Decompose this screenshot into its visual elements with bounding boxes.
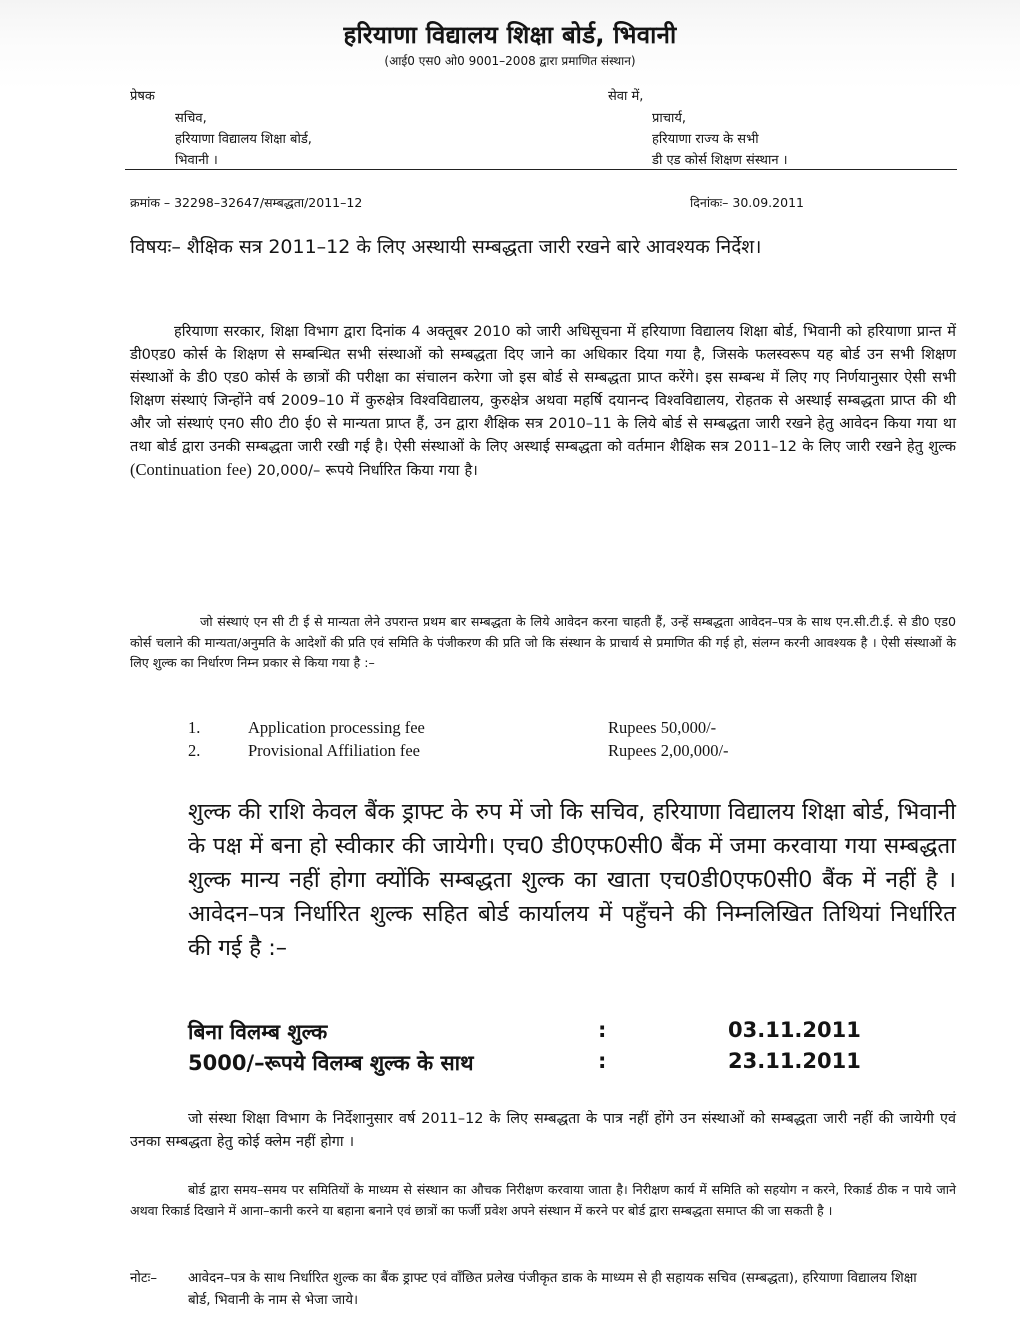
sender-line: हरियाणा विद्यालय शिक्षा बोर्ड, (175, 132, 312, 147)
paragraph-new-institutions: जो संस्थाएं एन सी टी ई से मान्यता लेने उपरान्त प्रथम बार सम्बद्धता के लिये आवेदन करना चाहती हैं, उन्हें सम्बद्धता आवेदन–पत्र के साथ एन.सी.टी.ई. से डी0 एड0 कोर्स चलाने की मान्यता/अनुमति के आदेशों की प्रति एवं समिति के पंजीकरण की प्रति जो कि संस्थान के प्राचार्य से प्रमाणित की गई हो, संलग्न करनी आवश्यक है । ऐसी संस्थाओं के लिए शुल्क का निर्धारण निम्न प्रकार से किया गया है :– (130, 614, 956, 670)
deadline-separator: : (598, 1018, 607, 1042)
recipient-block (652, 108, 788, 171)
note-text: आवेदन–पत्र के साथ निर्धारित शुल्क का बैंक ड्राफ्ट एवं वाँछित प्रलेख पंजीकृत डाक के माध्यम से ही सहायक सचिव (सम्बद्धता), हरियाणा विद्यालय शिक्षा बोर्ड, भिवानी के नाम से भेजा जाये। (188, 1271, 917, 1308)
fee-row-label: Application processing fee (248, 718, 425, 737)
paragraph-text: हरियाणा सरकार, शिक्षा विभाग द्वारा दिनांक 4 अक्तूबर 2010 को जारी अधिसूचना में हरियाणा विद्यालय शिक्षा बोर्ड, भिवानी को हरियाणा प्रान्त में डी0एड0 कोर्स के शिक्षण से सम्बन्धित सभी संस्थाओं को सम्बद्धता दिए जाने का अधिकार दिया गया है, जिसके फलस्वरूप यह बोर्ड उन सभी शिक्षण संस्थाओं के डी0 एड0 कोर्स के छात्रों की परीक्षा का संचालन करेगा जो इस बोर्ड से सम्बद्धता प्राप्त करेंगे। इस सम्बन्ध में लिए गए निर्णयानुसार ऐसी सभी शिक्षण संस्थाएं जिन्होंने वर्ष 2009–10 में कुरुक्षेत्र विश्वविद्यालय, कुरुक्षेत्र अथवा महर्षि दयानन्द विश्वविद्यालय, रोहतक से अस्थाई सम्बद्धता प्राप्त की थी और जो संस्थाएं एन0 सी0 टी0 ई0 से मान्यता प्राप्त हैं, उन द्वारा शैक्षिक सत्र 2010–11 के लिये बोर्ड से सम्बद्धता जारी रखने हेतु आवेदन किया गया था तथा बोर्ड द्वारा उनकी सम्बद्धता जारी रखी गई है। ऐसी संस्थाओं के लिए अस्थाई सम्बद्धता को वर्तमान शैक्षिक सत्र 2011–12 के लिए जारी रखने हेतु शुल्क (130, 323, 956, 455)
sender-label: प्रेषक (130, 89, 155, 104)
fee-row-amount: Rupees 50,000/- (608, 718, 717, 737)
divider-line (125, 169, 957, 170)
reference-number: क्रमांक – 32298–32647/सम्बद्धता/2011–12 (130, 195, 363, 210)
deadline-separator: : (598, 1049, 607, 1073)
recipient-line: प्राचार्य, (652, 111, 687, 126)
continuation-fee-term: (Continuation fee) (130, 460, 252, 479)
fee-row-num: 2. (188, 741, 201, 760)
recipient-label: सेवा में, (608, 89, 644, 104)
paragraph-text: 20,000/– रूपये निर्धारित किया गया है। (257, 462, 478, 479)
fee-row-label: Provisional Affiliation fee (248, 741, 421, 760)
certification-subtitle: (आई0 एस0 ओ0 9001–2008 द्वारा प्रमाणित संस्थान) (384, 54, 636, 68)
fee-row-num: 1. (188, 718, 201, 737)
paragraph-affiliation (130, 320, 956, 482)
paragraph-inspection: बोर्ड द्वारा समय–समय पर समितियों के माध्यम से संस्थान का औचक निरीक्षण करवाया जाता है। निरीक्षण कार्य में समिति को सहयोग न करने, रिकार्ड ठीक न पाये जाने अथवा रिकार्ड दिखाने में आना–कानी करने या बहाना बनाने एवं छात्रों का फर्जी प्रवेश अपने संस्थान में करने पर बोर्ड द्वारा सम्बद्धता समाप्त की जा सकती है । (130, 1182, 956, 1218)
letter-date: दिनांकः– 30.09.2011 (690, 195, 804, 210)
sender-line: भिवानी । (175, 153, 218, 168)
paragraph-payment-instructions: शुल्क की राशि केवल बैंक ड्राफ्ट के रुप में जो कि सचिव, हरियाणा विद्यालय शिक्षा बोर्ड, भिवानी के पक्ष में बना हो स्वीकार की जायेगी। एच0 डी0एफ0सी0 बैंक में जमा करवाया गया सम्बद्धता शुल्क मान्य नहीं होगा क्योंकि सम्बद्धता शुल्क का खाता एच0डी0एफ0सी0 बैंक में नहीं है । आवेदन–पत्र निर्धारित शुल्क सहित बोर्ड कार्यालय में पहुँचने की निम्नलिखित तिथियां निर्धारित की गई है :– (188, 799, 956, 961)
sender-line: सचिव, (175, 111, 207, 126)
deadline-date: 23.11.2011 (728, 1049, 861, 1073)
deadline-label: बिना विलम्ब शुल्क (188, 1020, 328, 1044)
recipient-line: हरियाणा राज्य के सभी (652, 132, 759, 147)
deadline-date: 03.11.2011 (728, 1018, 861, 1042)
note-label: नोटः– (130, 1271, 158, 1286)
subject-line: विषयः– शैक्षिक सत्र 2011–12 के लिए अस्थायी सम्बद्धता जारी रखने बारे आवश्यक निर्देश। (130, 236, 762, 258)
paragraph-ineligible: जो संस्था शिक्षा विभाग के निर्देशानुसार वर्ष 2011–12 के लिए सम्बद्धता के पात्र नहीं होंगे उन संस्थाओं को सम्बद्धता जारी नहीं की जायेगी एवं उनका सम्बद्धता हेतु कोई क्लेम नहीं होगा । (130, 1111, 956, 1150)
board-title: हरियाणा विद्यालय शिक्षा बोर्ड, भिवानी (343, 21, 677, 49)
sender-block (175, 108, 312, 171)
fee-row-amount: Rupees 2,00,000/- (608, 741, 729, 760)
recipient-line: डी एड कोर्स शिक्षण संस्थान । (652, 153, 788, 168)
deadline-label: 5000/–रूपये विलम्ब शुल्क के साथ (188, 1051, 474, 1075)
